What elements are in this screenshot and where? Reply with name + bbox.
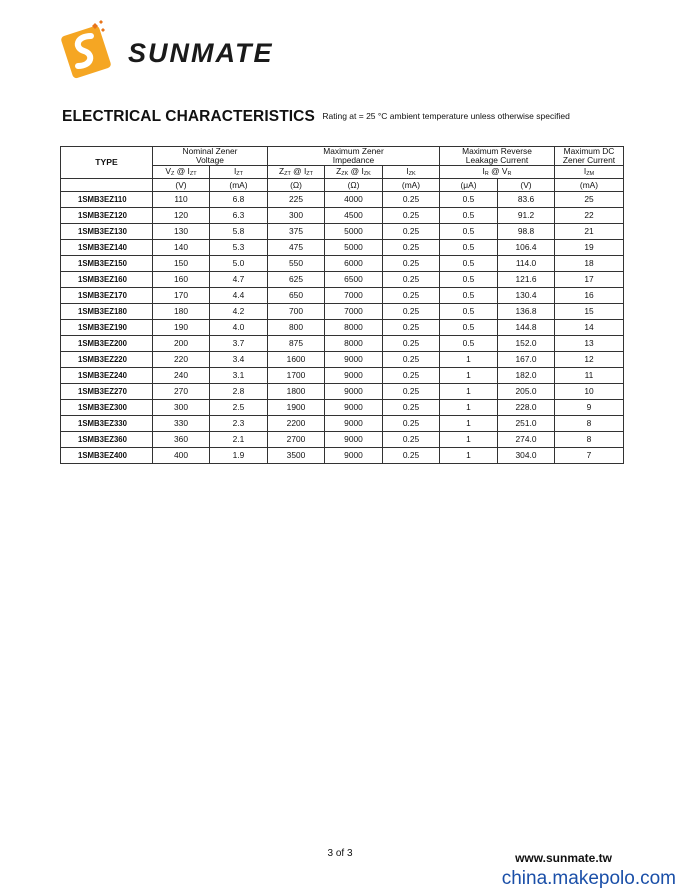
value-cell: 800 — [268, 320, 325, 336]
table-row — [61, 432, 624, 448]
value-cell: 625 — [268, 272, 325, 288]
part-number-cell: 1SMB3EZ170 — [61, 288, 153, 304]
value-cell: 2.3 — [210, 416, 268, 432]
value-cell: 228.0 — [498, 400, 555, 416]
value-cell: 550 — [268, 256, 325, 272]
part-number-cell: 1SMB3EZ360 — [61, 432, 153, 448]
value-cell: 121.6 — [498, 272, 555, 288]
value-cell: 5.0 — [210, 256, 268, 272]
value-cell: 12 — [555, 352, 624, 368]
max-impedance-header: Maximum Zener Impedance — [268, 147, 440, 166]
value-cell: 182.0 — [498, 368, 555, 384]
value-cell: 375 — [268, 224, 325, 240]
value-cell: 0.25 — [383, 256, 440, 272]
value-cell: 304.0 — [498, 448, 555, 464]
table-row — [61, 416, 624, 432]
value-cell: 25 — [555, 192, 624, 208]
value-cell: 274.0 — [498, 432, 555, 448]
section-heading — [62, 108, 570, 126]
table-row — [61, 336, 624, 352]
table-row — [61, 400, 624, 416]
value-cell: 9000 — [325, 384, 383, 400]
value-cell: 700 — [268, 304, 325, 320]
part-number-cell: 1SMB3EZ120 — [61, 208, 153, 224]
value-cell: 140 — [153, 240, 210, 256]
value-cell: 9000 — [325, 400, 383, 416]
value-cell: 17 — [555, 272, 624, 288]
value-cell: 0.25 — [383, 304, 440, 320]
value-cell: 4.0 — [210, 320, 268, 336]
brand-logo — [56, 18, 276, 88]
value-cell: 1 — [440, 352, 498, 368]
value-cell: 650 — [268, 288, 325, 304]
value-cell: 6.3 — [210, 208, 268, 224]
value-cell: 1 — [440, 448, 498, 464]
part-number-cell: 1SMB3EZ160 — [61, 272, 153, 288]
value-cell: 106.4 — [498, 240, 555, 256]
value-cell: 1900 — [268, 400, 325, 416]
part-number-cell: 1SMB3EZ130 — [61, 224, 153, 240]
value-cell: 5000 — [325, 240, 383, 256]
unit-cell: (V) — [153, 179, 210, 192]
table-row — [61, 304, 624, 320]
value-cell: 0.25 — [383, 400, 440, 416]
value-cell: 150 — [153, 256, 210, 272]
value-cell: 1 — [440, 400, 498, 416]
value-cell: 4.2 — [210, 304, 268, 320]
part-number-cell: 1SMB3EZ110 — [61, 192, 153, 208]
table-body — [61, 192, 624, 464]
value-cell: 0.5 — [440, 192, 498, 208]
value-cell: 200 — [153, 336, 210, 352]
part-number-cell: 1SMB3EZ220 — [61, 352, 153, 368]
electrical-characteristics-table — [60, 146, 624, 464]
value-cell: 0.5 — [440, 320, 498, 336]
value-cell: 251.0 — [498, 416, 555, 432]
max-leakage-header: Maximum Reverse Leakage Current — [440, 147, 555, 166]
value-cell: 9 — [555, 400, 624, 416]
value-cell: 3.7 — [210, 336, 268, 352]
value-cell: 0.5 — [440, 208, 498, 224]
table-row — [61, 256, 624, 272]
value-cell: 1 — [440, 384, 498, 400]
value-cell: 98.8 — [498, 224, 555, 240]
value-cell: 9000 — [325, 432, 383, 448]
value-cell: 15 — [555, 304, 624, 320]
value-cell: 0.5 — [440, 304, 498, 320]
value-cell: 7000 — [325, 304, 383, 320]
value-cell: 2700 — [268, 432, 325, 448]
part-number-cell: 1SMB3EZ240 — [61, 368, 153, 384]
part-number-cell: 1SMB3EZ270 — [61, 384, 153, 400]
value-cell: 1 — [440, 368, 498, 384]
table-row — [61, 240, 624, 256]
value-cell: 7000 — [325, 288, 383, 304]
value-cell: 0.25 — [383, 320, 440, 336]
part-number-cell: 1SMB3EZ190 — [61, 320, 153, 336]
value-cell: 6.8 — [210, 192, 268, 208]
izk-header: $I_{ZK}$ — [383, 166, 440, 179]
value-cell: 9000 — [325, 416, 383, 432]
table-row — [61, 352, 624, 368]
part-number-cell: 1SMB3EZ330 — [61, 416, 153, 432]
zzt-header: $Z_{ZT}$ @ $I_{ZT}$ — [268, 166, 325, 179]
value-cell: 130 — [153, 224, 210, 240]
value-cell: 11 — [555, 368, 624, 384]
value-cell: 0.25 — [383, 288, 440, 304]
value-cell: 0.25 — [383, 352, 440, 368]
part-number-cell: 1SMB3EZ140 — [61, 240, 153, 256]
value-cell: 144.8 — [498, 320, 555, 336]
value-cell: 1.9 — [210, 448, 268, 464]
value-cell: 22 — [555, 208, 624, 224]
value-cell: 360 — [153, 432, 210, 448]
value-cell: 6500 — [325, 272, 383, 288]
table-row — [61, 368, 624, 384]
table-row — [61, 272, 624, 288]
value-cell: 9000 — [325, 448, 383, 464]
nominal-voltage-header: Nominal Zener Voltage — [153, 147, 268, 166]
value-cell: 8 — [555, 432, 624, 448]
value-cell: 8000 — [325, 336, 383, 352]
value-cell: 83.6 — [498, 192, 555, 208]
value-cell: 4000 — [325, 192, 383, 208]
value-cell: 6000 — [325, 256, 383, 272]
zzk-header: $Z_{ZK}$ @ $I_{ZK}$ — [325, 166, 383, 179]
type-header: TYPE — [61, 147, 153, 179]
value-cell: 0.25 — [383, 448, 440, 464]
izm-header: $I_{ZM}$ — [555, 166, 624, 179]
part-number-cell: 1SMB3EZ200 — [61, 336, 153, 352]
value-cell: 152.0 — [498, 336, 555, 352]
value-cell: 7 — [555, 448, 624, 464]
unit-cell: (mA) — [210, 179, 268, 192]
value-cell: 3500 — [268, 448, 325, 464]
value-cell: 0.25 — [383, 224, 440, 240]
value-cell: 0.5 — [440, 224, 498, 240]
value-cell: 8 — [555, 416, 624, 432]
value-cell: 300 — [153, 400, 210, 416]
value-cell: 205.0 — [498, 384, 555, 400]
units-spacer — [61, 179, 153, 192]
value-cell: 4.7 — [210, 272, 268, 288]
table-row — [61, 448, 624, 464]
table-row — [61, 224, 624, 240]
section-title: ELECTRICAL CHARACTERISTICS — [62, 108, 315, 125]
value-cell: 180 — [153, 304, 210, 320]
value-cell: 190 — [153, 320, 210, 336]
value-cell: 0.5 — [440, 256, 498, 272]
vz-header: $V_Z$ @ $I_{ZT}$ — [153, 166, 210, 179]
value-cell: 240 — [153, 368, 210, 384]
value-cell: 225 — [268, 192, 325, 208]
value-cell: 0.5 — [440, 336, 498, 352]
table-row — [61, 208, 624, 224]
value-cell: 4500 — [325, 208, 383, 224]
value-cell: 13 — [555, 336, 624, 352]
units-row — [61, 179, 624, 192]
value-cell: 0.25 — [383, 272, 440, 288]
value-cell: 130.4 — [498, 288, 555, 304]
unit-cell: (μA) — [440, 179, 498, 192]
unit-cell: (Ω) — [268, 179, 325, 192]
value-cell: 5000 — [325, 224, 383, 240]
watermark: china.makepolo.com — [501, 868, 676, 889]
part-number-cell: 1SMB3EZ150 — [61, 256, 153, 272]
table-row — [61, 320, 624, 336]
value-cell: 220 — [153, 352, 210, 368]
unit-cell: (V) — [498, 179, 555, 192]
brand-name: SUNMATE — [128, 38, 274, 68]
part-number-cell: 1SMB3EZ180 — [61, 304, 153, 320]
table-row — [61, 288, 624, 304]
unit-cell: (mA) — [383, 179, 440, 192]
value-cell: 167.0 — [498, 352, 555, 368]
value-cell: 1 — [440, 432, 498, 448]
value-cell: 300 — [268, 208, 325, 224]
value-cell: 9000 — [325, 368, 383, 384]
value-cell: 0.25 — [383, 432, 440, 448]
izt-header: $I_{ZT}$ — [210, 166, 268, 179]
value-cell: 270 — [153, 384, 210, 400]
value-cell: 110 — [153, 192, 210, 208]
sunmate-logo-icon — [56, 18, 126, 88]
value-cell: 1 — [440, 416, 498, 432]
value-cell: 4.4 — [210, 288, 268, 304]
value-cell: 1600 — [268, 352, 325, 368]
table-row — [61, 384, 624, 400]
value-cell: 170 — [153, 288, 210, 304]
value-cell: 0.5 — [440, 272, 498, 288]
ir-header: $I_R$ @ $V_R$ — [440, 166, 555, 179]
value-cell: 0.25 — [383, 416, 440, 432]
value-cell: 2.5 — [210, 400, 268, 416]
value-cell: 330 — [153, 416, 210, 432]
unit-cell: (mA) — [555, 179, 624, 192]
value-cell: 1700 — [268, 368, 325, 384]
value-cell: 2.8 — [210, 384, 268, 400]
part-number-cell: 1SMB3EZ400 — [61, 448, 153, 464]
value-cell: 0.25 — [383, 208, 440, 224]
rating-note: Rating at = 25 °C ambient temperature unless otherwise specified — [322, 111, 570, 121]
value-cell: 3.1 — [210, 368, 268, 384]
value-cell: 3.4 — [210, 352, 268, 368]
value-cell: 2.1 — [210, 432, 268, 448]
value-cell: 400 — [153, 448, 210, 464]
part-number-cell: 1SMB3EZ300 — [61, 400, 153, 416]
page-number: 3 of 3 — [327, 848, 353, 859]
value-cell: 18 — [555, 256, 624, 272]
value-cell: 14 — [555, 320, 624, 336]
max-dc-current-header: Maximum DC Zener Current — [555, 147, 624, 166]
value-cell: 5.3 — [210, 240, 268, 256]
value-cell: 120 — [153, 208, 210, 224]
value-cell: 114.0 — [498, 256, 555, 272]
value-cell: 2200 — [268, 416, 325, 432]
value-cell: 8000 — [325, 320, 383, 336]
value-cell: 0.25 — [383, 336, 440, 352]
value-cell: 0.25 — [383, 240, 440, 256]
value-cell: 16 — [555, 288, 624, 304]
unit-cell: (Ω) — [325, 179, 383, 192]
value-cell: 0.5 — [440, 240, 498, 256]
value-cell: 0.5 — [440, 288, 498, 304]
table-row — [61, 192, 624, 208]
value-cell: 875 — [268, 336, 325, 352]
value-cell: 136.8 — [498, 304, 555, 320]
value-cell: 9000 — [325, 352, 383, 368]
value-cell: 475 — [268, 240, 325, 256]
value-cell: 21 — [555, 224, 624, 240]
value-cell: 160 — [153, 272, 210, 288]
value-cell: 0.25 — [383, 192, 440, 208]
value-cell: 19 — [555, 240, 624, 256]
value-cell: 5.8 — [210, 224, 268, 240]
value-cell: 91.2 — [498, 208, 555, 224]
website-url: www.sunmate.tw — [515, 851, 612, 865]
value-cell: 10 — [555, 384, 624, 400]
value-cell: 0.25 — [383, 384, 440, 400]
value-cell: 1800 — [268, 384, 325, 400]
value-cell: 0.25 — [383, 368, 440, 384]
